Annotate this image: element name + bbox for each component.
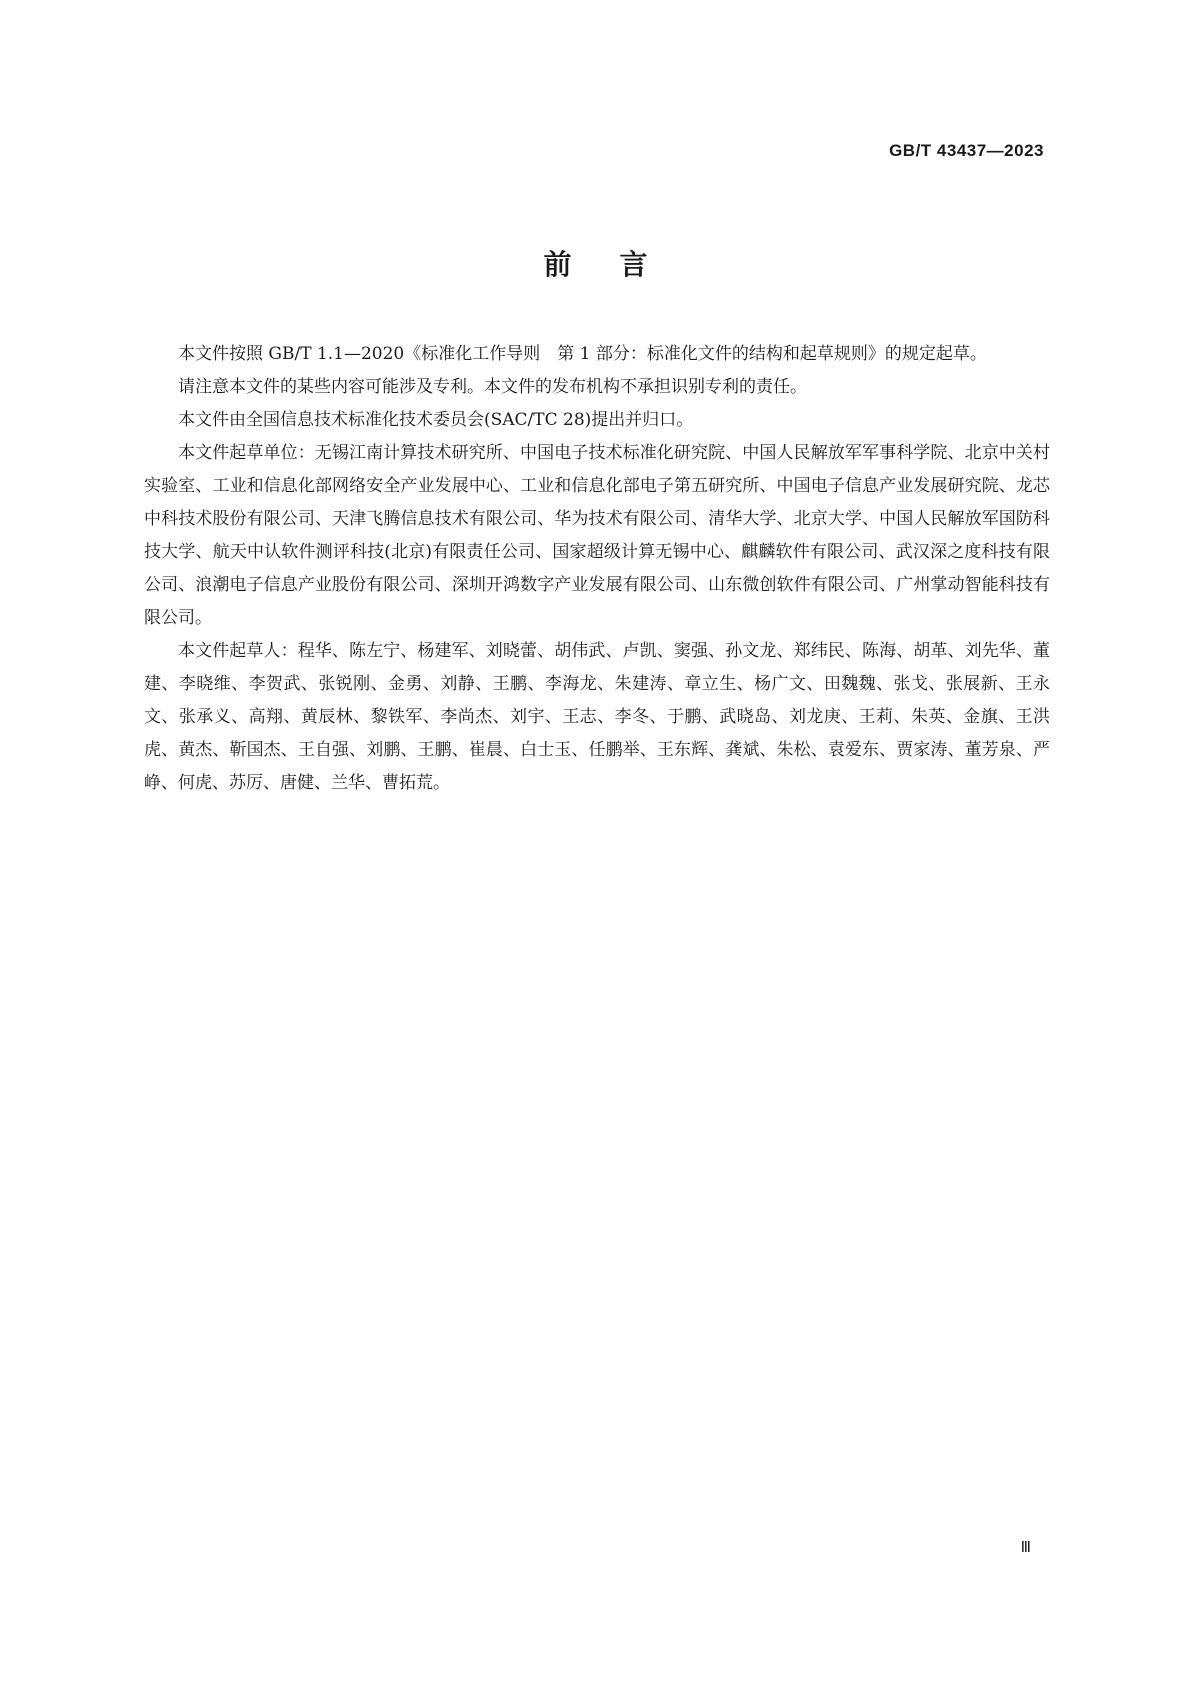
- paragraph-drafting-rules: 本文件按照 GB/T 1.1—2020《标准化工作导则 第 1 部分：标准化文件的结构和起草规则》的规定起草。: [178, 344, 987, 364]
- document-body: [144, 338, 1050, 800]
- page-number: Ⅲ: [1020, 1540, 1031, 1556]
- paragraph-drafting-units: 本文件起草单位：无锡江南计算技术研究所、中国电子技术标准化研究院、中国人民解放军军事科学院、北京中关村实验室、工业和信息化部网络安全产业发展中心、工业和信息化部电子第五研究所、中国电子信息产业发展研究院、龙芯中科技术股份有限公司、天津飞腾信息技术有限公司、华为技术有限公司、清华大学、北京大学、中国人民解放军国防科技大学、航天中认软件测评科技(北京)有限责任公司、国家超级计算无锡中心、麒麟软件有限公司、武汉深之度科技有限公司、浪潮电子信息产业股份有限公司、深圳开鸿数字产业发展有限公司、山东微创软件有限公司、广州掌动智能科技有限公司。: [144, 443, 1050, 628]
- paragraph-drafters: 本文件起草人：程华、陈左宁、杨建军、刘晓蕾、胡伟武、卢凯、窦强、孙文龙、郑纬民、陈海、胡革、刘先华、董建、李晓维、李贺武、张锐刚、金勇、刘静、王鹏、李海龙、朱建涛、章立生、杨广文、田魏魏、张戈、张展新、王永文、张承义、高翔、黄辰林、黎铁军、李尚杰、刘宇、王志、李冬、于鹏、武晓岛、刘龙庚、王莉、朱英、金旗、王洪虎、黄杰、靳国杰、王自强、刘鹏、王鹏、崔晨、白士玉、任鹏举、王东辉、龚斌、朱松、袁爱东、贾家涛、董芳泉、严峥、何虎、苏厉、唐健、兰华、曹拓荒。: [144, 641, 1050, 793]
- standard-code: GB/T 43437—2023: [889, 141, 1044, 160]
- page-title: 前言: [543, 248, 696, 281]
- paragraph-proposer: 本文件由全国信息技术标准化技术委员会(SAC/TC 28)提出并归口。: [178, 410, 694, 430]
- paragraph-patent-notice: 请注意本文件的某些内容可能涉及专利。本文件的发布机构不承担识别专利的责任。: [178, 377, 807, 397]
